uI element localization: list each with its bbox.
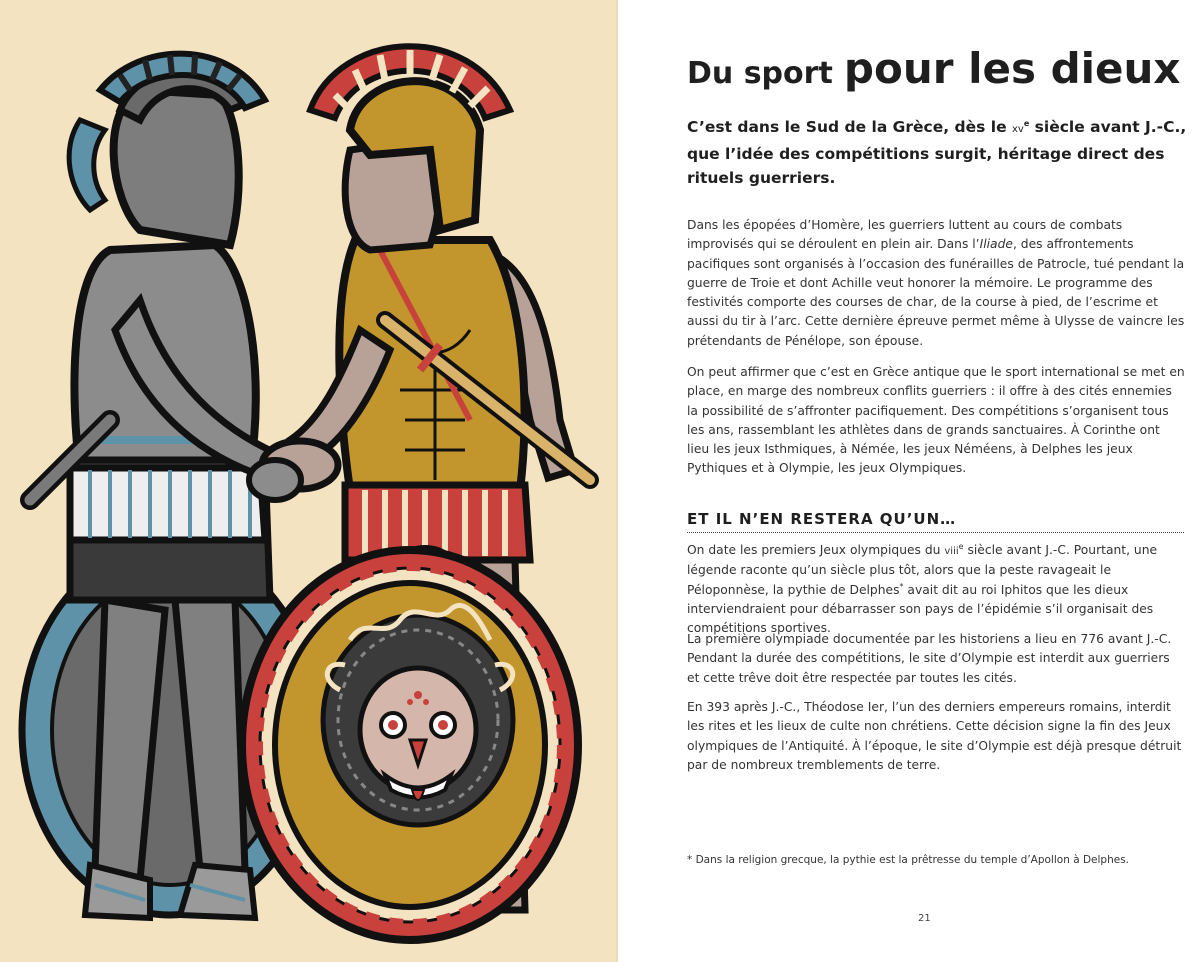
p1-text-end: , des affrontements pacifiques sont organisés à l’occasion des funérailles de Patrocle, tué pendant la guerre de Troie et dont Achille veut honorer la mémoire. Le programme des festivités comporte des courses de char, de la course à pied, de l’escrime et aussi du tir à l’arc. Cette dernière épreuve permet même à Ulysse de vaincre les prétendants de Pénélope, son épouse.	[687, 237, 1185, 348]
lead-century: xv	[1012, 124, 1024, 135]
p3-text-end: avait dit au roi Iphitos que les dieux interviendraient pour débarrasser son pays de l’épidémie s’il organisait des compétitions sportives.	[687, 582, 1154, 636]
p1-italic: Iliade	[979, 237, 1013, 252]
lead-text-start: C’est dans le Sud de la Grèce, dès le	[687, 118, 1012, 136]
paragraph-first-games	[687, 541, 1185, 638]
footnote: * Dans la religion grecque, la pythie est la prêtresse du temple d’Apollon à Delphes.	[687, 854, 1130, 866]
paragraph-theodosius: En 393 après J.-C., Théodose Ier, l’un des derniers empereurs romains, interdit les rites et les lieux de culte non chrétiens. Cette décision signe la fin des Jeux olympiques de l’Antiquité. À l’époque, le site d’Olympie est déjà presque détruit par de nombreux tremblements de terre.	[687, 700, 1182, 772]
paragraph-iliad	[687, 216, 1185, 351]
paragraph-first-olympiad: La première olympiade documentée par les historiens a lieu en 776 avant J.-C. Pendant la durée des compétitions, le site d’Olympie est interdit aux guerriers et cette trêve doit être respectée par toutes les cités.	[687, 632, 1172, 685]
p3-century: viii	[944, 546, 959, 557]
p3-text-middle: siècle avant J.-C. Pourtant, une légende raconte qu’un siècle plus tôt, alors que la peste ravageait le Péloponnèse, la pythie de Delphes	[687, 543, 1158, 597]
lead-century-sup: e	[1023, 118, 1030, 128]
text-page	[618, 0, 1200, 962]
p3-century-sup: e	[958, 541, 964, 551]
page-title	[687, 46, 1181, 92]
title-big: pour les dieux	[843, 44, 1181, 93]
p3-text-start: On date les premiers Jeux olympiques du	[687, 543, 945, 557]
paragraph-international-sport: On peut affirmer que c’est en Grèce antique que le sport international se met en place, en marge des nombreux conflits guerriers : il offre à des cités ennemies la possibilité de s’affronter pacifiquement. Des compétitions s’organisent tous les ans, rassemblant les athlètes dans de grands sanctuaires. À Corinthe ont lieu les jeux Isthmiques, à Némée, les jeux Néméens, à Delphes les jeux Pythiques et à Olympie, les jeux Olympiques.	[687, 365, 1185, 476]
title-small: Du sport	[687, 56, 833, 91]
footnote-marker: *	[899, 581, 904, 591]
lead-text-end: siècle avant J.-C., que l’idée des compétitions surgit, héritage direct des rituels guerriers.	[687, 118, 1187, 187]
section-heading: ET IL N’EN RESTERA QU’UN…	[687, 510, 1184, 533]
lead-paragraph	[687, 115, 1187, 190]
page-number: 21	[918, 913, 931, 924]
p1-text-start: Dans les épopées d’Homère, les guerriers luttent au cours de combats improvisés qui se déroulent en plein air. Dans l’	[687, 218, 1123, 252]
gorgon-shield	[242, 550, 578, 940]
